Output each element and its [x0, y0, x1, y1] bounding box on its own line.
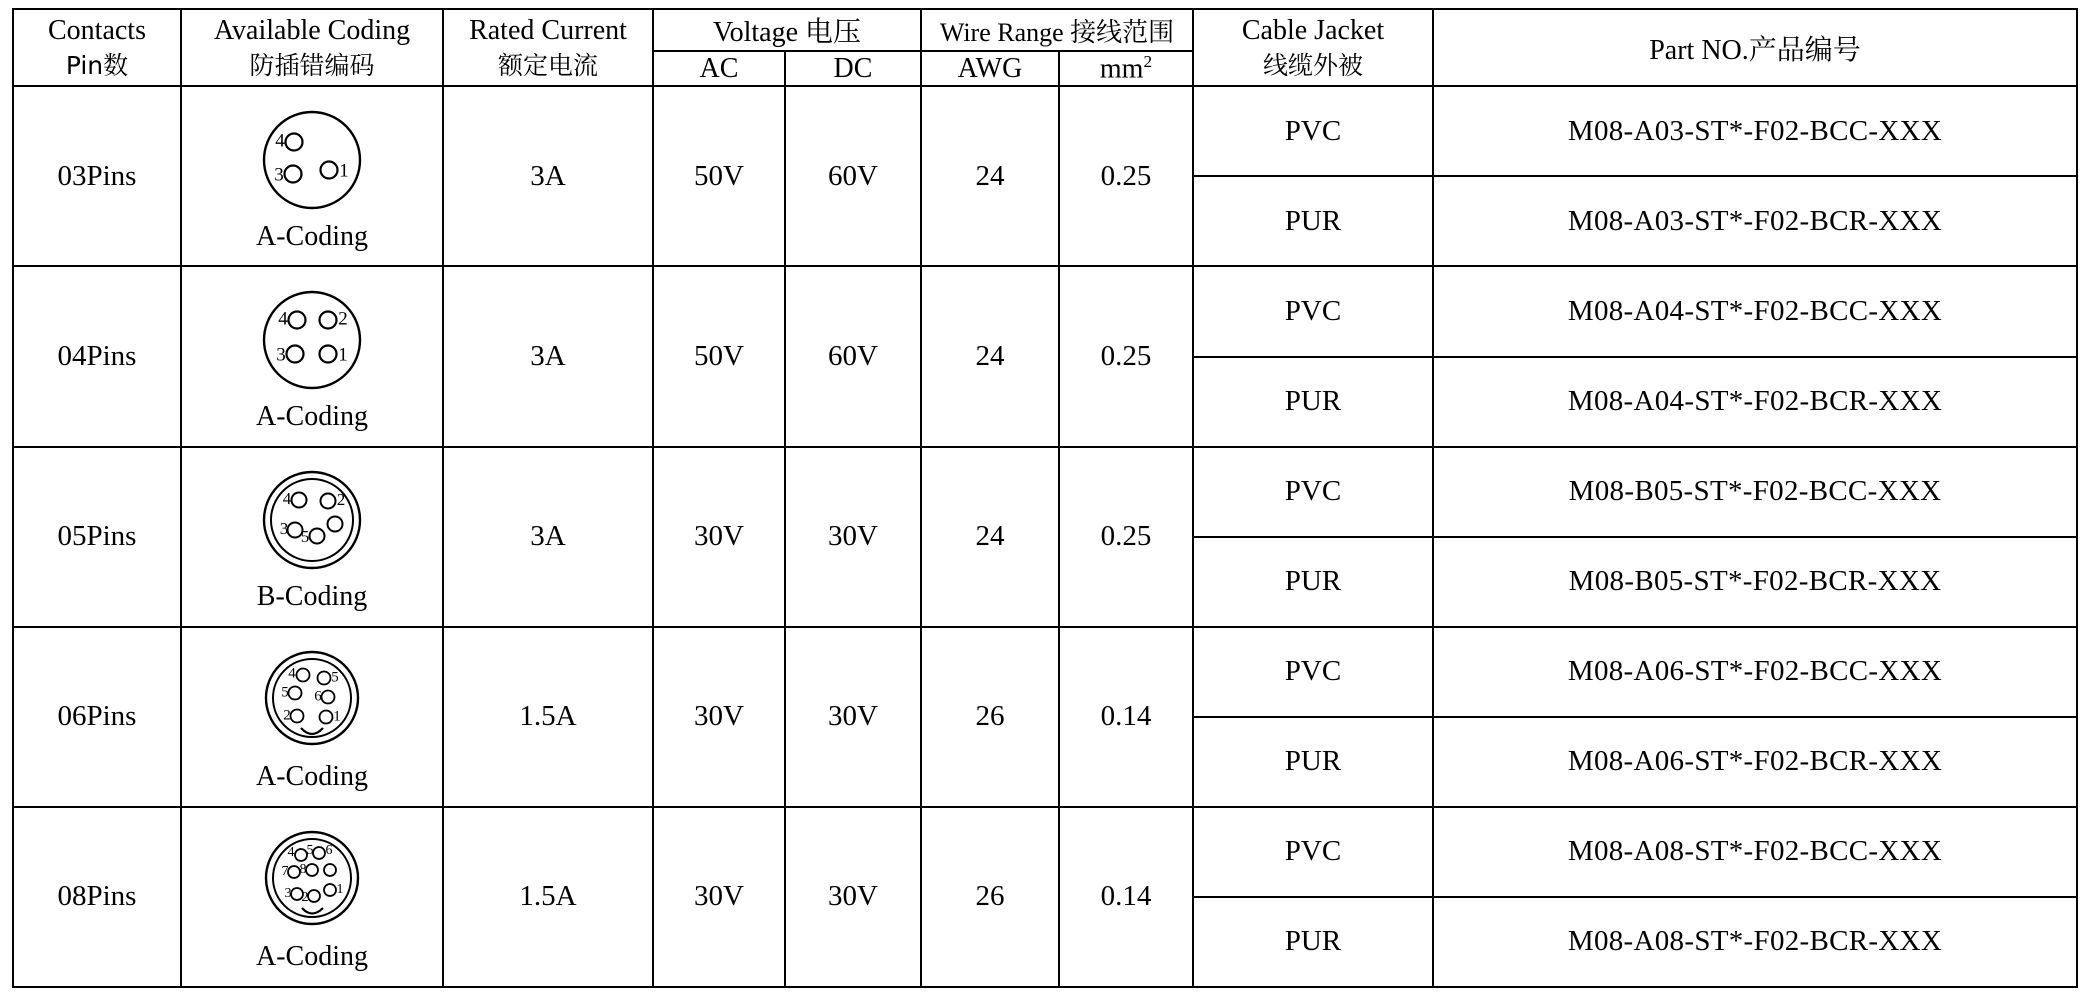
header-contacts	[13, 9, 181, 86]
cell-voltage-dc: 30V	[785, 447, 921, 627]
cell-part-no: M08-A04-ST*-F02-BCC-XXX	[1433, 266, 2077, 356]
cell-part-no: M08-A08-ST*-F02-BCR-XXX	[1433, 897, 2077, 987]
cell-part-no: M08-B05-ST*-F02-BCR-XXX	[1433, 537, 2077, 627]
cell-jacket: PUR	[1193, 717, 1433, 807]
cell-part-no: M08-A03-ST*-F02-BCR-XXX	[1433, 176, 2077, 266]
cell-awg: 26	[921, 627, 1059, 807]
svg-text:1: 1	[338, 344, 348, 366]
table-row	[13, 86, 2077, 176]
cell-voltage-ac: 30V	[653, 447, 785, 627]
svg-text:5: 5	[300, 527, 310, 547]
table-row	[13, 447, 2077, 537]
header-current-en: Rated Current	[469, 15, 627, 47]
cell-jacket: PUR	[1193, 537, 1433, 627]
table-header	[13, 9, 2077, 86]
cell-mm2: 0.14	[1059, 807, 1193, 987]
table-row	[13, 807, 2077, 897]
cell-contacts: 08Pins	[13, 807, 181, 987]
svg-text:1: 1	[339, 160, 349, 182]
coding-label: A-Coding	[256, 220, 368, 252]
cell-awg: 26	[921, 807, 1059, 987]
cell-part-no: M08-A06-ST*-F02-BCC-XXX	[1433, 627, 2077, 717]
cell-jacket: PVC	[1193, 266, 1433, 356]
cell-jacket: PVC	[1193, 447, 1433, 537]
header-mm-text: mm	[1099, 53, 1144, 85]
header-part-no: Part NO.产品编号	[1433, 9, 2077, 86]
coding-label: A-Coding	[256, 941, 368, 973]
header-wire-range: Wire Range 接线范围	[921, 9, 1193, 51]
header-rated-current	[443, 9, 653, 86]
table-row	[13, 266, 2077, 356]
cell-coding	[181, 86, 443, 266]
header-contacts-en: Contacts	[48, 15, 146, 47]
svg-text:5: 5	[281, 684, 289, 701]
header-voltage-ac: AC	[653, 51, 785, 86]
connector-4pin-icon	[249, 280, 375, 400]
cell-voltage-dc: 30V	[785, 627, 921, 807]
svg-text:4: 4	[288, 665, 296, 682]
header-voltage-dc: DC	[785, 51, 921, 86]
cell-voltage-dc: 60V	[785, 86, 921, 266]
svg-text:3: 3	[274, 164, 284, 186]
cell-coding	[181, 447, 443, 627]
header-wire-awg: AWG	[921, 51, 1059, 86]
cell-voltage-dc: 60V	[785, 266, 921, 446]
cell-awg: 24	[921, 447, 1059, 627]
header-mm-sup: 2	[1143, 52, 1153, 71]
header-wire-mm2	[1059, 51, 1193, 86]
header-coding	[181, 9, 443, 86]
svg-text:2: 2	[338, 308, 348, 330]
cell-voltage-ac: 50V	[653, 86, 785, 266]
cell-part-no: M08-B05-ST*-F02-BCC-XXX	[1433, 447, 2077, 537]
cell-jacket: PVC	[1193, 627, 1433, 717]
svg-text:5: 5	[331, 669, 339, 686]
header-current-cn: 额定电流	[497, 51, 598, 81]
coding-label: B-Coding	[256, 581, 368, 613]
cell-rated-current: 3A	[443, 447, 653, 627]
svg-text:2: 2	[336, 490, 346, 510]
connector-3pin-icon	[249, 100, 375, 220]
svg-text:2: 2	[301, 890, 309, 906]
cell-contacts: 05Pins	[13, 447, 181, 627]
connector-spec-table	[12, 8, 2078, 988]
svg-text:4: 4	[282, 489, 292, 509]
cell-part-no: M08-A08-ST*-F02-BCC-XXX	[1433, 807, 2077, 897]
cell-part-no: M08-A03-ST*-F02-BCC-XXX	[1433, 86, 2077, 176]
cell-voltage-ac: 50V	[653, 266, 785, 446]
cell-mm2: 0.25	[1059, 447, 1193, 627]
header-cable-jacket	[1193, 9, 1433, 86]
header-row-1	[13, 9, 2077, 51]
svg-text:5: 5	[306, 843, 314, 859]
table-row	[13, 627, 2077, 717]
cell-mm2: 0.25	[1059, 266, 1193, 446]
cell-contacts: 04Pins	[13, 266, 181, 446]
svg-text:3: 3	[276, 344, 286, 366]
svg-text:1: 1	[336, 882, 344, 898]
cell-rated-current: 1.5A	[443, 807, 653, 987]
svg-text:6: 6	[325, 843, 333, 859]
coding-label: A-Coding	[256, 761, 368, 793]
svg-text:2: 2	[283, 707, 291, 724]
cell-voltage-ac: 30V	[653, 627, 785, 807]
cell-mm2: 0.25	[1059, 86, 1193, 266]
header-coding-cn: 防插错编码	[249, 51, 375, 81]
cell-mm2: 0.14	[1059, 627, 1193, 807]
header-jacket-cn: 线缆外被	[1262, 51, 1363, 81]
cell-rated-current: 3A	[443, 266, 653, 446]
table-body	[13, 86, 2077, 987]
cell-part-no: M08-A06-ST*-F02-BCR-XXX	[1433, 717, 2077, 807]
cell-coding	[181, 627, 443, 807]
coding-label: A-Coding	[256, 401, 368, 433]
cell-part-no: M08-A04-ST*-F02-BCR-XXX	[1433, 357, 2077, 447]
cell-rated-current: 3A	[443, 86, 653, 266]
cell-jacket: PVC	[1193, 86, 1433, 176]
cell-voltage-ac: 30V	[653, 807, 785, 987]
svg-text:1: 1	[333, 708, 341, 725]
cell-awg: 24	[921, 86, 1059, 266]
cell-rated-current: 1.5A	[443, 627, 653, 807]
header-jacket-en: Cable Jacket	[1241, 15, 1385, 47]
cell-voltage-dc: 30V	[785, 807, 921, 987]
svg-text:4: 4	[278, 308, 288, 330]
cell-coding	[181, 266, 443, 446]
svg-text:3: 3	[284, 886, 292, 902]
svg-text:4: 4	[275, 130, 285, 152]
cell-coding	[181, 807, 443, 987]
svg-text:4: 4	[287, 845, 295, 861]
svg-text:8: 8	[299, 862, 307, 878]
cell-jacket: PUR	[1193, 897, 1433, 987]
cell-contacts: 03Pins	[13, 86, 181, 266]
header-coding-en: Available Coding	[213, 15, 411, 47]
cell-awg: 24	[921, 266, 1059, 446]
cell-contacts: 06Pins	[13, 627, 181, 807]
cell-jacket: PUR	[1193, 357, 1433, 447]
header-contacts-cn: Pin数	[65, 51, 129, 81]
svg-text:7: 7	[281, 864, 289, 880]
svg-text:3: 3	[279, 519, 289, 539]
cell-jacket: PUR	[1193, 176, 1433, 266]
cell-jacket: PVC	[1193, 807, 1433, 897]
connector-6pin-icon	[249, 640, 375, 760]
connector-8pin-icon	[249, 820, 375, 940]
connector-5pin-icon	[249, 460, 375, 580]
header-voltage: Voltage 电压	[653, 9, 921, 51]
svg-text:6: 6	[314, 688, 322, 705]
